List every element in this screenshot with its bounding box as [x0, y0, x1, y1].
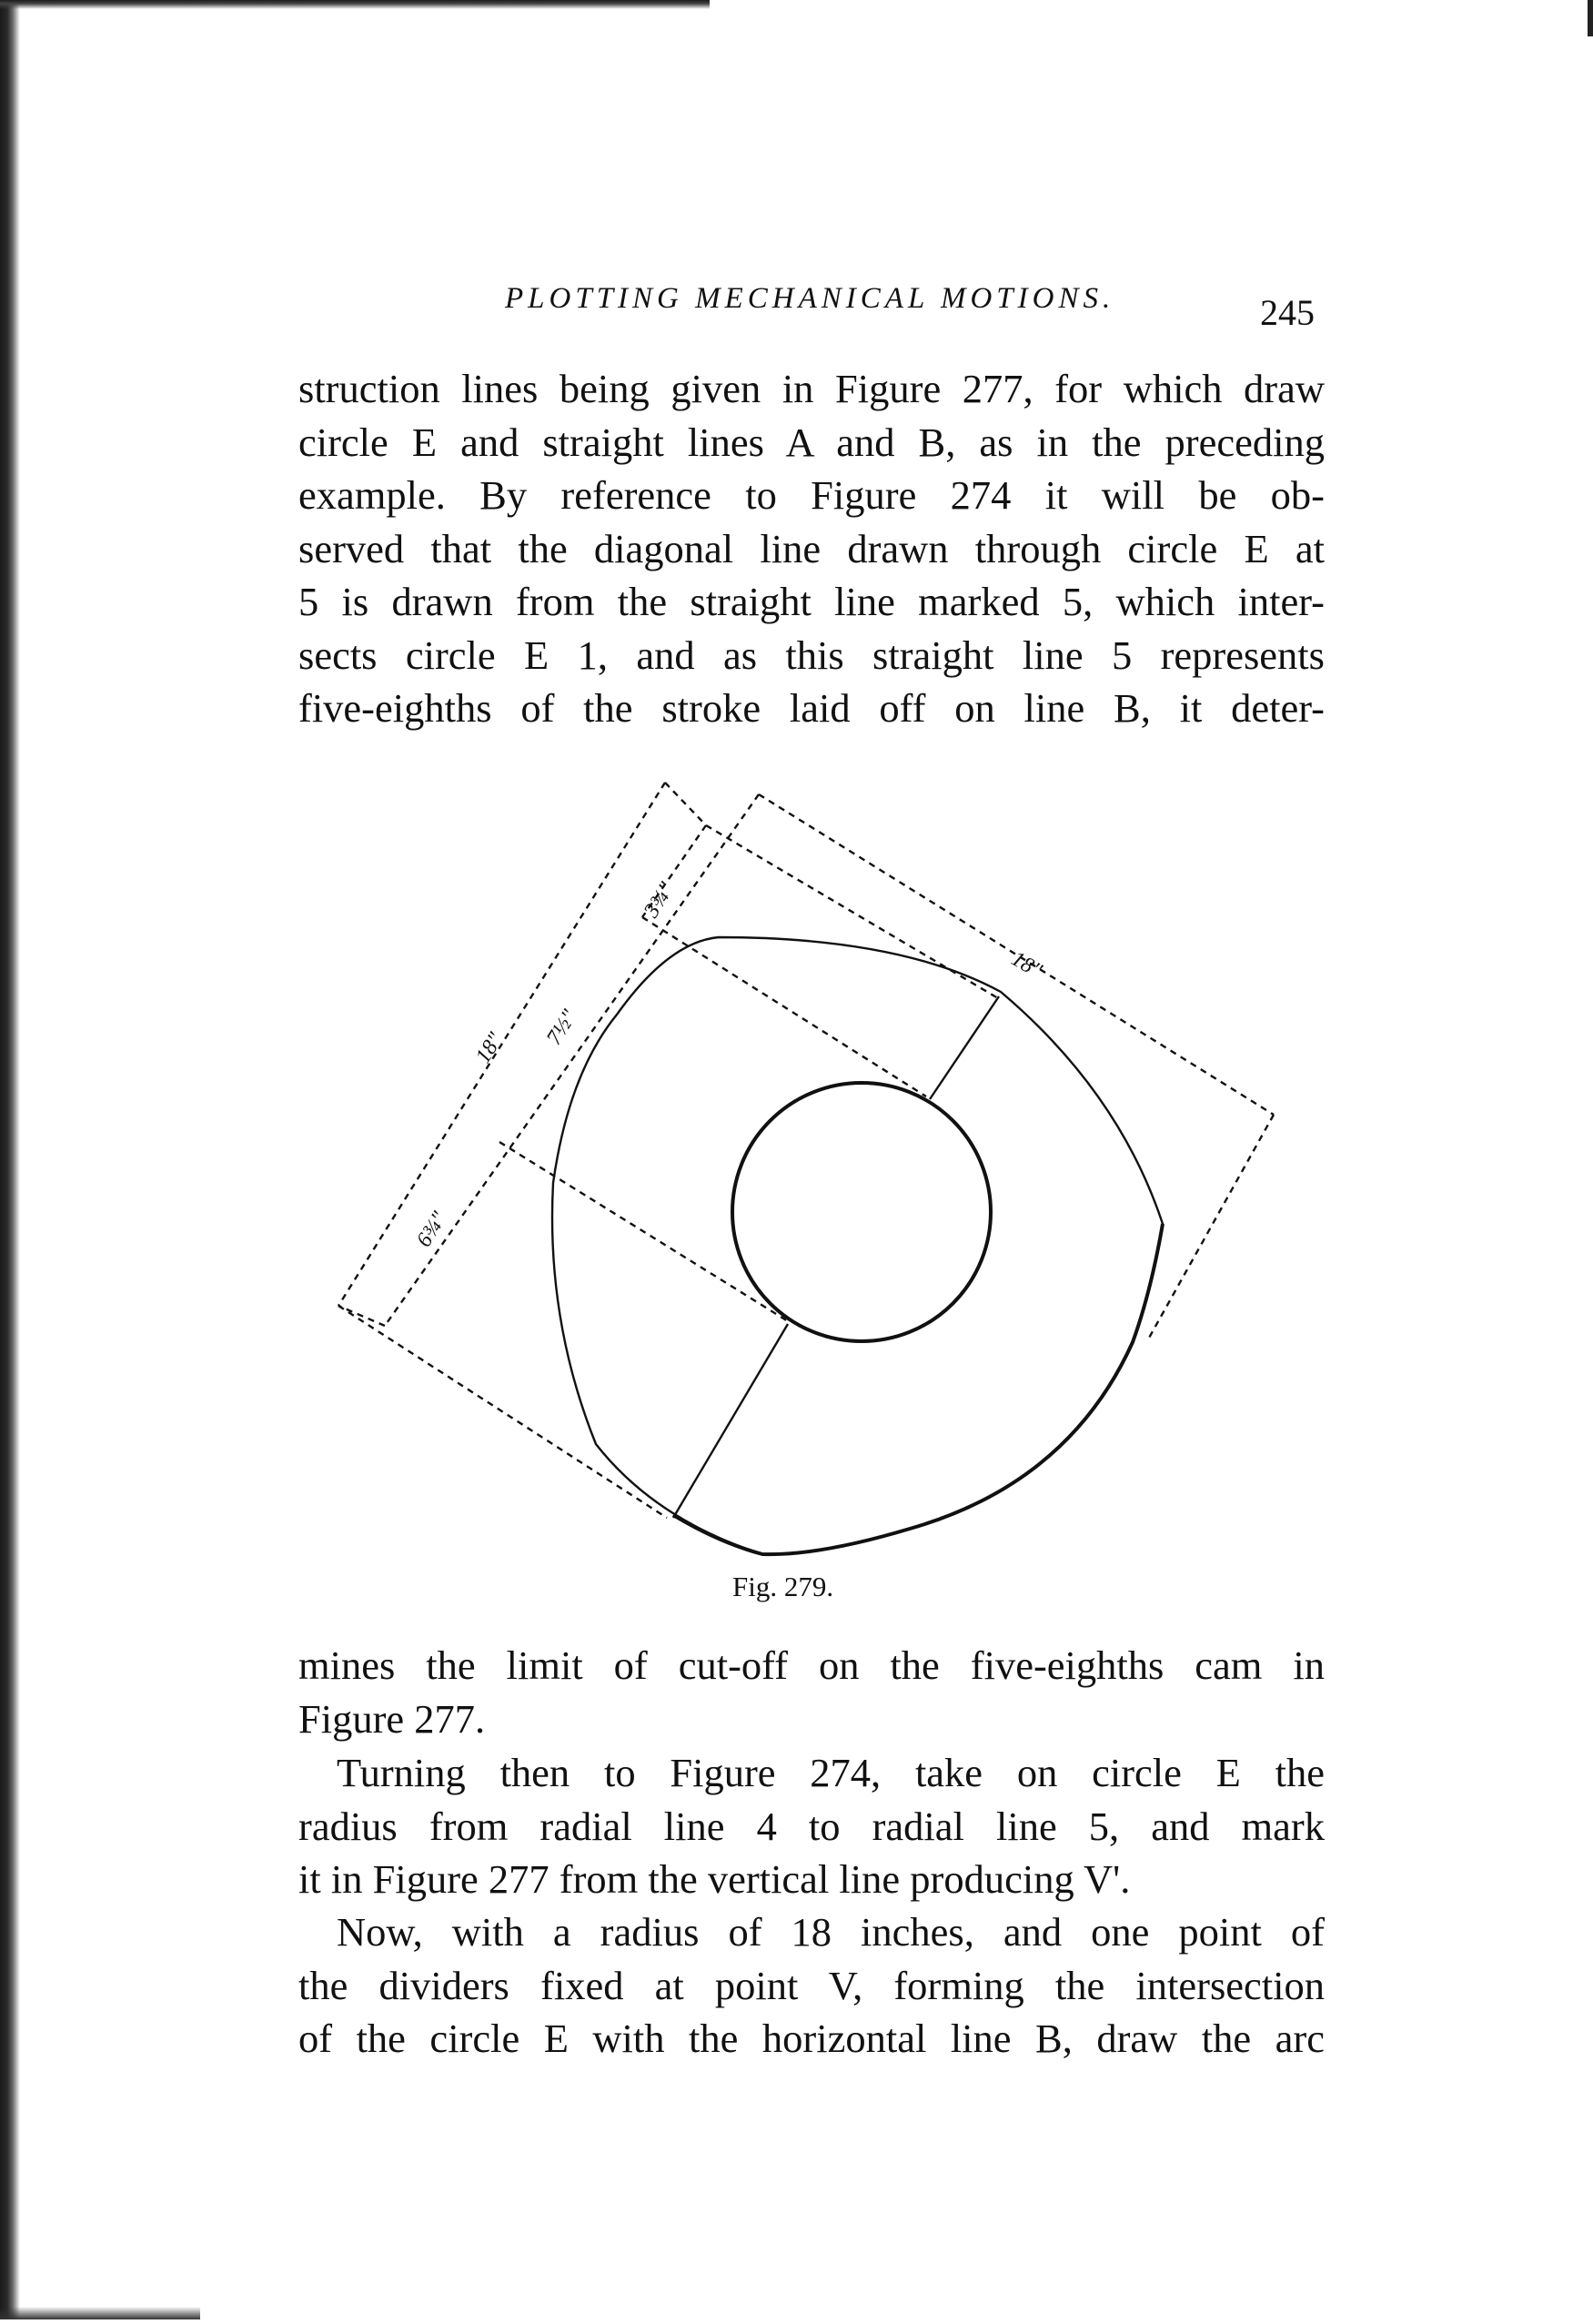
- dimension-label-18-left: 18": [471, 1028, 509, 1068]
- scan-shadow-left: [0, 0, 20, 2319]
- text-line: mines the limit of cut-off on the five-eighths cam in: [298, 1642, 1325, 1688]
- text-line: example. By reference to Figure 274 it will be ob-: [298, 472, 1325, 518]
- radial-line-lower: [673, 1324, 788, 1518]
- scan-shadow-right: [1588, 0, 1593, 36]
- text-line: served that the diagonal line drawn through circle E at: [298, 525, 1325, 571]
- dimension-line-left-outer: [338, 783, 665, 1306]
- text-line: radius from radial line 4 to radial line 5, and mark: [298, 1803, 1325, 1849]
- dimension-line-right: [1148, 1115, 1274, 1339]
- scan-shadow-top: [0, 0, 710, 9]
- paragraph-2: [298, 1639, 1325, 1745]
- extension-line-bottom: [338, 1306, 667, 1518]
- hub-circle: [732, 1083, 991, 1341]
- dimension-line-top: [759, 794, 1274, 1115]
- running-head: PLOTTING MECHANICAL MOTIONS.: [505, 282, 1115, 315]
- page-number: 245: [1260, 292, 1315, 333]
- text-line: sects circle E 1, and as this straight line 5 represents: [298, 632, 1325, 678]
- dimension-tick-bottom: [338, 1306, 385, 1326]
- extension-line-top: [706, 825, 998, 998]
- text-line: it in Figure 277 from the vertical line producing V'.: [298, 1856, 1131, 1902]
- text-line: Figure 277.: [298, 1695, 486, 1742]
- text-line: circle E and straight lines A and B, as in the preceding: [298, 419, 1325, 465]
- extension-line-middle: [499, 1142, 788, 1321]
- radial-line-upper: [930, 996, 999, 1099]
- dimension-line-top-short: [642, 825, 706, 917]
- dimension-line-left-inner: [385, 794, 759, 1326]
- dimension-label-7-1-2: 7½": [542, 1005, 582, 1050]
- cam-outline: [552, 937, 1163, 1554]
- text-line: five-eighths of the stroke laid off on line B, it deter-: [298, 685, 1325, 731]
- text-line: Now, with a radius of 18 inches, and one point of: [337, 1909, 1325, 1955]
- dimension-label-3-3-4: 3¾": [640, 878, 680, 923]
- text-line: 5 is drawn from the straight line marked 5, which inter-: [298, 579, 1325, 624]
- text-line: struction lines being given in Figure 277, for which draw: [298, 366, 1325, 411]
- text-line: the dividers fixed at point V, forming the intersection: [298, 1962, 1325, 2008]
- text-line: of the circle E with the horizontal line B, draw the arc: [298, 2016, 1325, 2061]
- paragraph-3: [298, 1746, 1325, 1906]
- dimension-label-18-top: 18": [1007, 946, 1046, 984]
- dimension-label-6-3-4: 6¾": [412, 1207, 452, 1252]
- scan-shadow-bottom: [0, 2307, 200, 2319]
- dimension-tick-top: [665, 783, 706, 825]
- paragraph-1: [298, 362, 1325, 735]
- paragraph-4: [298, 1905, 1325, 2066]
- text-line: Turning then to Figure 274, take on circle E the: [337, 1750, 1325, 1795]
- extension-line-upper: [642, 917, 926, 1096]
- cam-outline-bold: [673, 1224, 1163, 1554]
- figure-caption: Fig. 279.: [732, 1571, 834, 1602]
